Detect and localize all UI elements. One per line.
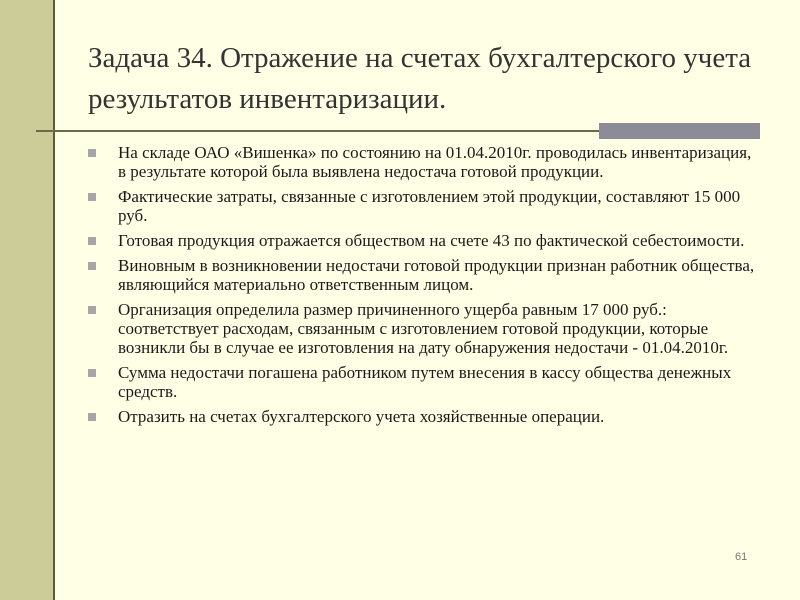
left-sidebar-decoration — [0, 0, 53, 600]
bullet-text: Готовая продукция отражается обществом на счете 43 по фактической себестоимости. — [118, 231, 745, 250]
square-bullet-icon — [88, 306, 96, 314]
bullet-text: На складе ОАО «Вишенка» по состоянию на 01.04.2010г. проводилась инвентаризация, в результате которой была выявлена недостача готовой продукции. — [118, 143, 752, 181]
bullet-item — [88, 363, 760, 401]
bullet-item — [88, 256, 760, 294]
title-accent-block — [599, 123, 760, 139]
slide-title: Задача 34. Отражение на счетах бухгалтерского учета результатов инвентаризации. — [88, 42, 752, 115]
bullet-text: Виновным в возникновении недостачи готовой продукции признан работник общества, являющийся материально ответственным лицом. — [118, 256, 755, 294]
bullet-text: Сумма недостачи погашена работником путем внесения в кассу общества денежных средств. — [118, 363, 732, 401]
bullet-item — [88, 407, 760, 426]
sidebar-divider — [53, 0, 55, 600]
square-bullet-icon — [88, 262, 96, 270]
square-bullet-icon — [88, 413, 96, 421]
bullet-text: Фактические затраты, связанные с изготовлением этой продукции, составляют 15 000 руб. — [118, 187, 741, 225]
square-bullet-icon — [88, 149, 96, 157]
square-bullet-icon — [88, 369, 96, 377]
bullet-item — [88, 143, 760, 181]
square-bullet-icon — [88, 193, 96, 201]
page-number: 61 — [735, 551, 748, 563]
bullet-text: Отразить на счетах бухгалтерского учета хозяйственные операции. — [118, 407, 605, 426]
square-bullet-icon — [88, 237, 96, 245]
bullet-list — [88, 143, 760, 432]
bullet-text: Организация определила размер причиненного ущерба равным 17 000 руб.: соответствует расходам, связанным с изготовлением готовой продукции, которые возникли бы в случае ее изготовления на дату обнаружения недостачи - 01.04.2010г. — [118, 300, 729, 357]
bullet-item — [88, 231, 760, 250]
bullet-item — [88, 187, 760, 225]
bullet-item — [88, 300, 760, 357]
